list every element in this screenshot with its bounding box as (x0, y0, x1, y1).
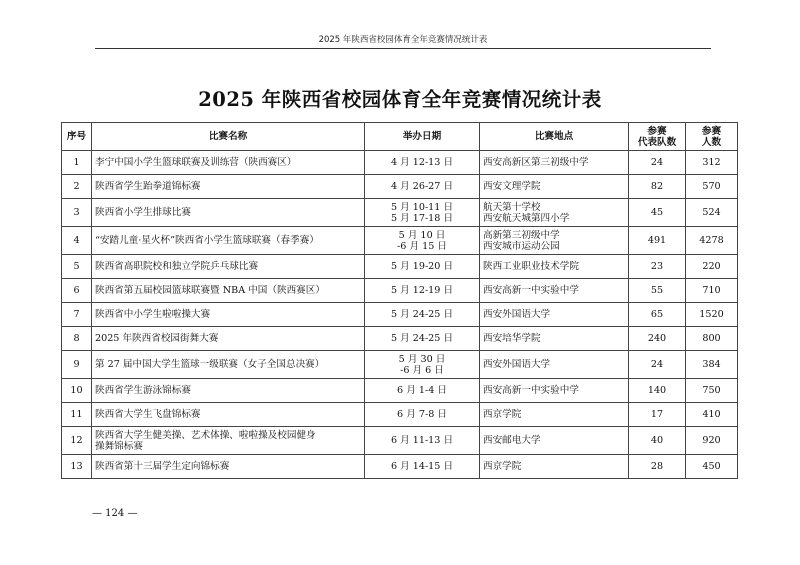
table-row (62, 403, 738, 427)
cell-date (365, 279, 480, 303)
competition-name-line: 操舞锦标赛 (95, 440, 143, 452)
date-line: 5 月 24-25 日 (390, 333, 454, 344)
cell-competition-name (92, 327, 365, 351)
table-row (62, 199, 738, 227)
cell-date (365, 199, 480, 227)
competition-name-line: 2025 年陕西省校园街舞大赛 (95, 333, 219, 344)
page-title: 2025 年陕西省校园体育全年竞赛情况统计表 (198, 88, 602, 111)
col-header-teams-line2: 代表队数 (637, 136, 677, 148)
competition-name-line: 陕西省第十三届学生定向锦标赛 (95, 461, 230, 472)
date-line: 6 月 14-15 日 (390, 461, 454, 472)
cell-date (365, 427, 480, 455)
cell-index: 9 (62, 351, 92, 379)
date-line: 6 月 1-4 日 (397, 385, 447, 396)
col-header-name: 比赛名称 (92, 123, 365, 151)
col-header-index: 序号 (62, 123, 92, 151)
table-row (62, 427, 738, 455)
col-header-venue: 比赛地点 (480, 123, 629, 151)
cell-venue (480, 427, 629, 455)
venue-line: 陕西工业职业技术学院 (483, 261, 579, 272)
cell-participant-count: 920 (686, 427, 738, 455)
cell-participant-count: 800 (686, 327, 738, 351)
cell-venue (480, 175, 629, 199)
cell-venue (480, 351, 629, 379)
cell-date (365, 403, 480, 427)
cell-team-count: 55 (629, 279, 686, 303)
venue-line: 西安城市运动公园 (483, 240, 560, 252)
cell-participant-count: 450 (686, 455, 738, 479)
cell-participant-count: 710 (686, 279, 738, 303)
date-line: 5 月 10 日 (398, 229, 446, 241)
cell-team-count: 45 (629, 199, 686, 227)
cell-venue (480, 199, 629, 227)
cell-competition-name (92, 279, 365, 303)
col-header-teams-line1: 参赛 (647, 125, 667, 137)
competition-name-line: 陕西省中小学生啦啦操大赛 (95, 309, 211, 320)
table-header-row (62, 123, 738, 151)
date-line: 5 月 10-11 日 (390, 201, 454, 213)
date-line: 5 月 12-19 日 (390, 285, 454, 296)
cell-participant-count: 570 (686, 175, 738, 199)
cell-venue (480, 227, 629, 255)
cell-participant-count: 410 (686, 403, 738, 427)
cell-competition-name (92, 175, 365, 199)
col-header-teams (629, 123, 686, 151)
cell-venue (480, 327, 629, 351)
cell-date (365, 379, 480, 403)
cell-index: 6 (62, 279, 92, 303)
venue-line: 西安文理学院 (483, 181, 541, 192)
col-header-people-line2: 人数 (701, 136, 722, 148)
cell-team-count: 28 (629, 455, 686, 479)
cell-participant-count: 220 (686, 255, 738, 279)
cell-venue (480, 151, 629, 175)
competition-name-line: 陕西省学生游泳锦标赛 (95, 385, 191, 396)
cell-competition-name (92, 227, 365, 255)
venue-line: 西安培华学院 (483, 333, 541, 344)
cell-index: 11 (62, 403, 92, 427)
cell-participant-count: 524 (686, 199, 738, 227)
date-line: 4 月 26-27 日 (390, 181, 454, 192)
cell-index: 10 (62, 379, 92, 403)
cell-participant-count: 4278 (686, 227, 738, 255)
cell-index: 1 (62, 151, 92, 175)
running-header: 2025 年陕西省校园体育全年竞赛情况统计表 (318, 35, 488, 45)
table-row (62, 151, 738, 175)
cell-team-count: 40 (629, 427, 686, 455)
cell-index: 4 (62, 227, 92, 255)
cell-team-count: 65 (629, 303, 686, 327)
cell-competition-name (92, 351, 365, 379)
cell-index: 7 (62, 303, 92, 327)
cell-index: 5 (62, 255, 92, 279)
cell-team-count: 82 (629, 175, 686, 199)
cell-team-count: 240 (629, 327, 686, 351)
competition-table (61, 122, 738, 479)
date-line: 4 月 12-13 日 (390, 157, 454, 168)
venue-line: 西安高新区第三初级中学 (483, 157, 589, 168)
cell-team-count: 24 (629, 151, 686, 175)
date-line: 5 月 30 日 (398, 353, 446, 365)
col-header-people (686, 123, 738, 151)
cell-date (365, 351, 480, 379)
date-line: -6 月 6 日 (400, 364, 444, 376)
table-row (62, 351, 738, 379)
cell-venue (480, 403, 629, 427)
cell-index: 8 (62, 327, 92, 351)
cell-team-count: 17 (629, 403, 686, 427)
cell-team-count: 140 (629, 379, 686, 403)
date-line: 6 月 7-8 日 (397, 409, 447, 420)
table-row (62, 227, 738, 255)
date-line: 5 月 19-20 日 (390, 261, 454, 272)
cell-venue (480, 379, 629, 403)
table-body (62, 151, 738, 479)
table-row (62, 455, 738, 479)
cell-team-count: 23 (629, 255, 686, 279)
competition-name-line: 李宁中国小学生篮球联赛及训练营（陕西赛区） (95, 157, 297, 168)
table-row (62, 303, 738, 327)
cell-competition-name (92, 199, 365, 227)
cell-participant-count: 1520 (686, 303, 738, 327)
cell-participant-count: 384 (686, 351, 738, 379)
competition-name-line: 陕西省第五届校园篮球联赛暨 NBA 中国（陕西赛区） (95, 285, 325, 296)
cell-date (365, 151, 480, 175)
cell-date (365, 255, 480, 279)
venue-line: 航天第十学校 (483, 201, 541, 213)
cell-competition-name (92, 455, 365, 479)
cell-venue (480, 279, 629, 303)
cell-competition-name (92, 379, 365, 403)
cell-competition-name (92, 303, 365, 327)
venue-line: 西安邮电大学 (483, 435, 541, 446)
page-number: — 124 — (92, 508, 138, 519)
competition-name-line: “安踏儿童·星火杯”陕西省小学生篮球联赛（春季赛） (95, 235, 319, 246)
cell-venue (480, 303, 629, 327)
cell-competition-name (92, 255, 365, 279)
date-line: 6 月 11-13 日 (390, 435, 454, 446)
cell-participant-count: 312 (686, 151, 738, 175)
cell-participant-count: 750 (686, 379, 738, 403)
cell-team-count: 24 (629, 351, 686, 379)
competition-name-line: 陕西省大学生飞盘锦标赛 (95, 409, 201, 420)
cell-index: 13 (62, 455, 92, 479)
competition-name-line: 陕西省小学生排球比赛 (95, 207, 191, 218)
venue-line: 西京学院 (483, 409, 522, 420)
header-rule (95, 48, 711, 49)
cell-venue (480, 455, 629, 479)
venue-line: 西京学院 (483, 461, 522, 472)
date-line: 5 月 24-25 日 (390, 309, 454, 320)
venue-line: 西安外国语大学 (483, 359, 551, 370)
cell-competition-name (92, 151, 365, 175)
cell-date (365, 327, 480, 351)
cell-date (365, 175, 480, 199)
cell-index: 2 (62, 175, 92, 199)
cell-date (365, 227, 480, 255)
table-row (62, 279, 738, 303)
cell-competition-name (92, 427, 365, 455)
competition-name-line: 陕西省高职院校和独立学院乒乓球比赛 (95, 261, 259, 272)
competition-name-line: 陕西省学生跆拳道锦标赛 (95, 181, 201, 192)
table-row (62, 327, 738, 351)
venue-line: 西安高新一中实验中学 (483, 385, 579, 396)
col-header-date: 举办日期 (365, 123, 480, 151)
col-header-people-line1: 参赛 (701, 125, 722, 137)
date-line: -6 月 15 日 (397, 240, 447, 252)
cell-competition-name (92, 403, 365, 427)
cell-team-count: 491 (629, 227, 686, 255)
cell-index: 3 (62, 199, 92, 227)
table-row (62, 255, 738, 279)
date-line: 5 月 17-18 日 (390, 212, 454, 224)
venue-line: 西安外国语大学 (483, 309, 551, 320)
competition-name-line: 第 27 届中国大学生篮球一级联赛（女子全国总决赛） (95, 359, 325, 370)
table-row (62, 175, 738, 199)
venue-line: 西安高新一中实验中学 (483, 285, 579, 296)
cell-index: 12 (62, 427, 92, 455)
cell-venue (480, 255, 629, 279)
venue-line: 西安航天城第四小学 (483, 212, 570, 224)
cell-date (365, 303, 480, 327)
competition-name-line: 陕西省大学生健美操、艺术体操、啦啦操及校园健身 (95, 429, 316, 441)
cell-date (365, 455, 480, 479)
venue-line: 高新第三初级中学 (483, 229, 560, 241)
table-row (62, 379, 738, 403)
